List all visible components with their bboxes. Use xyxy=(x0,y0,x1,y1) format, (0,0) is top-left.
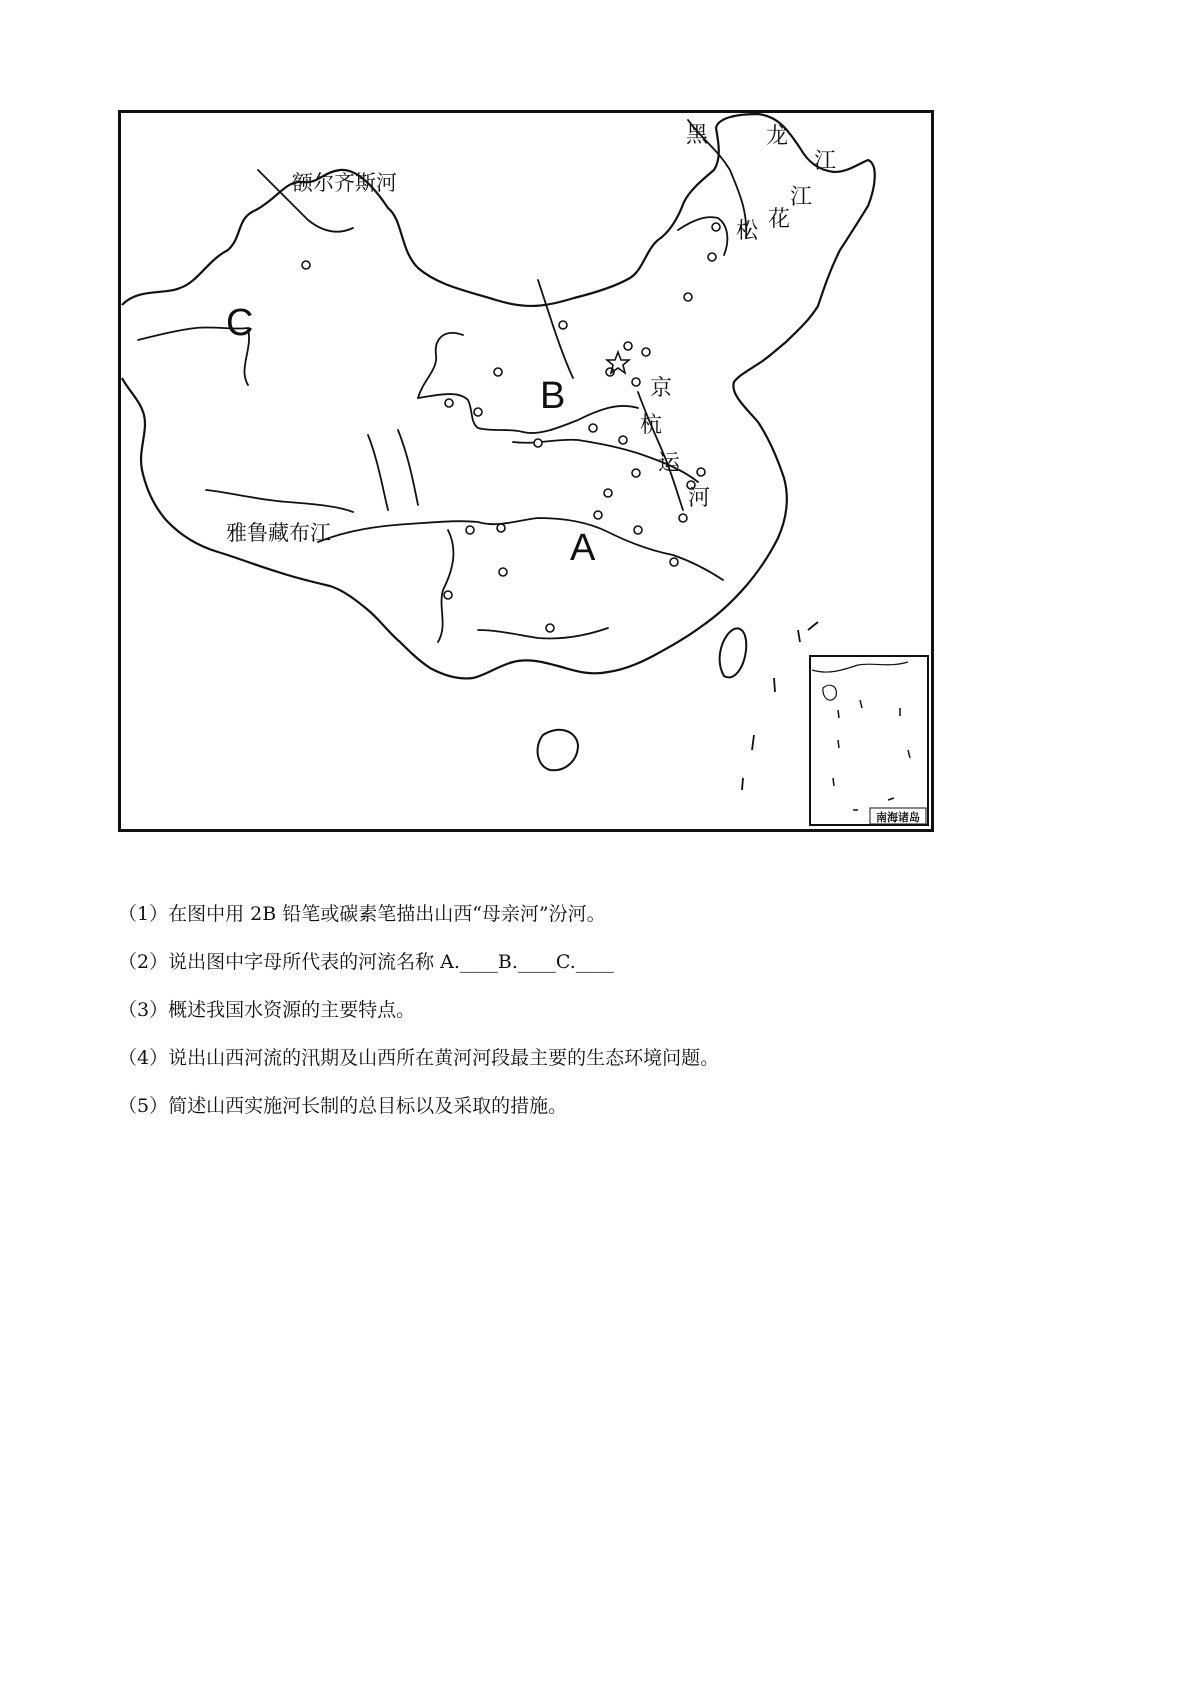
china-river-map xyxy=(118,110,934,832)
label-songhua-1: 松 xyxy=(736,219,759,244)
inset-south-china-sea xyxy=(810,656,928,825)
label-erqisi: 额尔齐斯河 xyxy=(292,171,397,195)
label-letter-b: B xyxy=(540,375,566,417)
label-heilongjiang-1: 黑 xyxy=(686,123,709,148)
label-canal-1: 京 xyxy=(650,376,673,401)
label-canal-4: 河 xyxy=(688,486,711,511)
label-heilongjiang-3: 江 xyxy=(814,149,837,174)
label-songhua-3: 江 xyxy=(790,185,813,210)
question-1: （1）在图中用 2B 铅笔或碳素笔描出山西“母亲河”汾河。 xyxy=(118,903,606,925)
label-letter-a: A xyxy=(570,527,596,569)
label-heilongjiang-2: 龙 xyxy=(766,124,789,149)
label-songhua-2: 花 xyxy=(768,207,791,232)
label-letter-c: C xyxy=(226,302,254,344)
question-5: （5）简述山西实施河长制的总目标以及采取的措施。 xyxy=(118,1095,568,1117)
label-canal-3: 运 xyxy=(658,451,681,476)
inset-caption: 南海诸岛 xyxy=(876,811,920,824)
label-yarlung: 雅鲁藏布江 xyxy=(226,521,331,545)
label-canal-2: 杭 xyxy=(640,413,663,438)
map-svg xyxy=(118,110,934,832)
question-2: （2）说出图中字母所代表的河流名称 A.____B.____C.____ xyxy=(118,951,614,973)
question-3: （3）概述我国水资源的主要特点。 xyxy=(118,999,416,1021)
question-list xyxy=(118,902,1078,1142)
question-4: （4）说出山西河流的汛期及山西所在黄河河段最主要的生态环境问题。 xyxy=(118,1047,720,1069)
